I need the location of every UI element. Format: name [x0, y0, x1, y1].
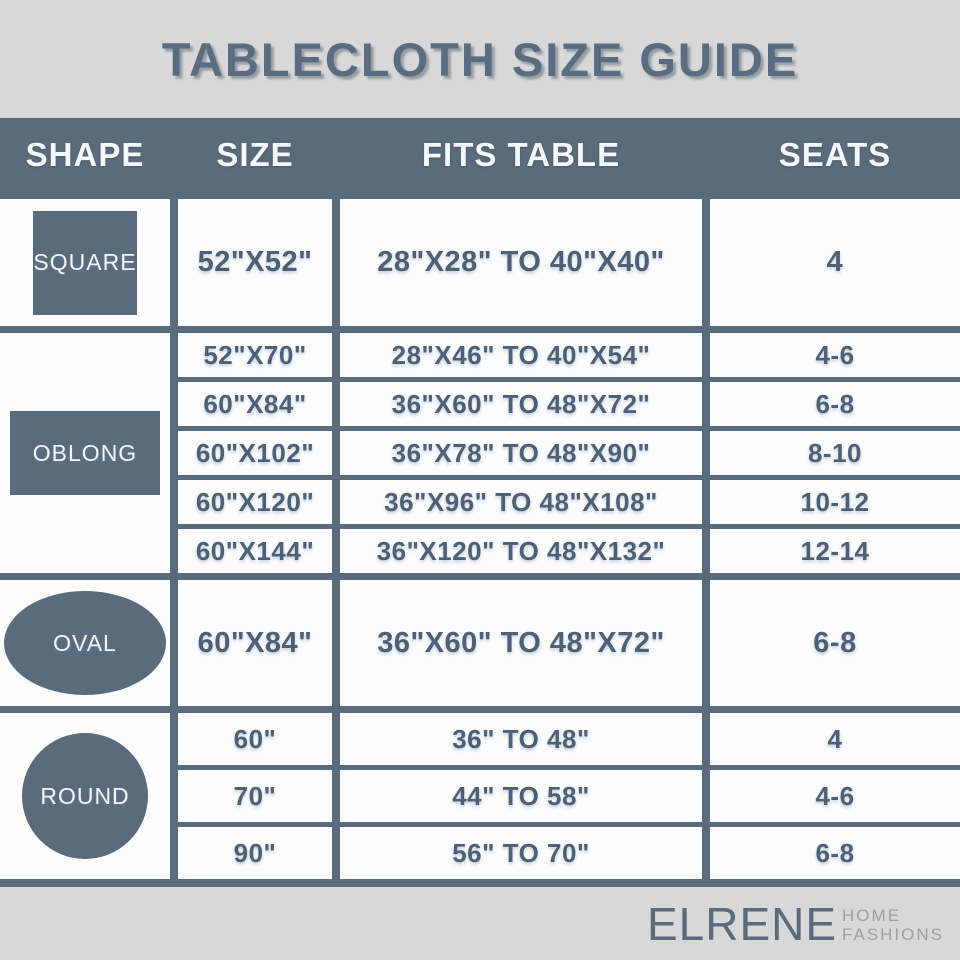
- fits-cell: 36" TO 48": [340, 713, 702, 765]
- header-seats: SEATS: [710, 118, 960, 192]
- size-cell: 60"X120": [178, 480, 332, 524]
- round-shape-label: ROUND: [40, 782, 130, 809]
- seats-cell: 8-10: [710, 431, 960, 475]
- size-cell: 60"X84": [178, 382, 332, 426]
- fits-cell: 28"X28" TO 40"X40": [340, 199, 702, 326]
- oval-shape-label: OVAL: [53, 629, 117, 656]
- size-cell: 52"X52": [178, 199, 332, 326]
- fits-cell: 56" TO 70": [340, 827, 702, 879]
- brand-logo: [647, 897, 944, 951]
- oblong-shape-label: OBLONG: [32, 439, 138, 466]
- section-square: [0, 199, 960, 326]
- seats-cell: 4: [710, 199, 960, 326]
- size-cell: 60": [178, 713, 332, 765]
- size-cell: 90": [178, 827, 332, 879]
- table-header-row: [0, 118, 960, 192]
- fits-cell: 28"X46" TO 40"X54": [340, 333, 702, 377]
- seats-cell: 6-8: [710, 827, 960, 879]
- brand-tagline: [842, 907, 944, 944]
- fits-cell: 36"X60" TO 48"X72": [340, 382, 702, 426]
- fits-cell: 44" TO 58": [340, 770, 702, 822]
- shape-cell-oval: [0, 580, 170, 706]
- fits-cell: 36"X60" TO 48"X72": [340, 580, 702, 706]
- size-cell: 60"X144": [178, 529, 332, 573]
- title-band: [0, 0, 960, 118]
- round-shape-icon: [22, 733, 148, 859]
- size-cell: 70": [178, 770, 332, 822]
- size-cell: 60"X84": [178, 580, 332, 706]
- section-oblong: [0, 333, 960, 573]
- footer-band: [0, 887, 960, 960]
- seats-cell: 4: [710, 713, 960, 765]
- header-shape: SHAPE: [0, 118, 170, 192]
- shape-cell-square: [0, 199, 170, 326]
- shape-cell-round: [0, 713, 170, 879]
- section-round: [0, 713, 960, 879]
- size-cell: 60"X102": [178, 431, 332, 475]
- shape-cell-oblong: [0, 333, 170, 573]
- brand-name: ELRENE: [646, 897, 838, 950]
- fits-cell: 36"X96" TO 48"X108": [340, 480, 702, 524]
- brand-tagline-line1: HOME: [842, 905, 902, 925]
- seats-cell: 10-12: [710, 480, 960, 524]
- oblong-shape-icon: [10, 411, 160, 495]
- page-title: TABLECLOTH SIZE GUIDE: [161, 32, 799, 86]
- square-shape-icon: [33, 211, 137, 315]
- fits-cell: 36"X78" TO 48"X90": [340, 431, 702, 475]
- seats-cell: 12-14: [710, 529, 960, 573]
- seats-cell: 4-6: [710, 770, 960, 822]
- oval-shape-icon: [4, 591, 166, 695]
- size-table: [0, 118, 960, 887]
- seats-cell: 6-8: [710, 382, 960, 426]
- section-oval: [0, 580, 960, 706]
- square-shape-label: SQUARE: [33, 249, 137, 275]
- header-size: SIZE: [178, 118, 332, 192]
- header-fits-table: FITS TABLE: [340, 118, 702, 192]
- fits-cell: 36"X120" TO 48"X132": [340, 529, 702, 573]
- size-cell: 52"X70": [178, 333, 332, 377]
- brand-tagline-line2: FASHIONS: [842, 924, 944, 944]
- seats-cell: 4-6: [710, 333, 960, 377]
- seats-cell: 6-8: [710, 580, 960, 706]
